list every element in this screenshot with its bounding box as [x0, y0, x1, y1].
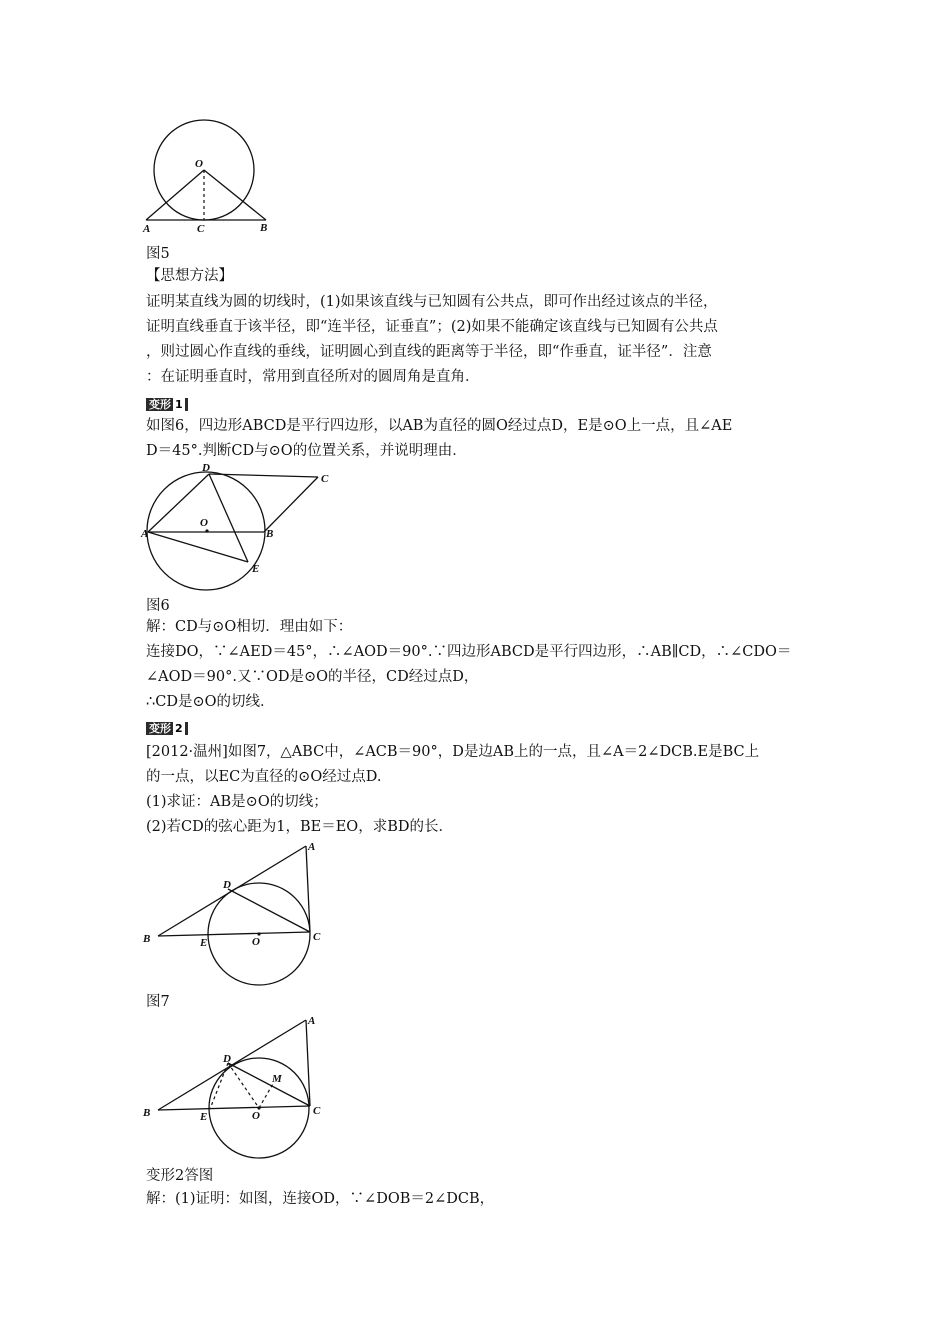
variant1-solution-line: ∠AOD＝90°.又∵OD是⊙O的半径，CD经过点D， [146, 669, 479, 685]
fig6-label-D: D [202, 462, 210, 474]
fig5-label-A: A [143, 223, 151, 235]
figure-6 [140, 460, 340, 590]
answer-label-M: M [272, 1073, 282, 1085]
fig6-label-E: E [252, 563, 260, 575]
variant1-problem-line: 如图6，四边形ABCD是平行四边形，以AB为直径的圆O经过点D，E是⊙O上一点，且∠AE [146, 418, 733, 434]
figure-5 [140, 118, 280, 238]
answer-figure [140, 1012, 340, 1162]
variant1-badge-label: 变形 [149, 398, 171, 411]
variant1-solution-line: ∴CD是⊙O的切线． [146, 694, 275, 710]
method-heading: 【思想方法】 [146, 268, 233, 284]
variant2-badge [146, 722, 188, 735]
fig6-label-B: B [266, 528, 274, 540]
fig7-label-D: D [223, 879, 231, 891]
variant1-problem-line: D＝45°.判断CD与⊙O的位置关系，并说明理由． [146, 443, 467, 459]
variant1-solution-line: 连接DO，∵∠AED＝45°，∴∠AOD＝90°.∵四边形ABCD是平行四边形，∴AB∥CD，∴∠CDO＝ [146, 644, 792, 660]
fig7-label-O: O [252, 936, 260, 948]
fig6-label-C: C [321, 473, 329, 485]
variant1-badge-number: 1 [175, 398, 183, 411]
fig7-label-A: A [308, 841, 316, 853]
fig6-label-O: O [200, 517, 208, 529]
fig7-label-C: C [313, 931, 321, 943]
method-line: 证明直线垂直于该半径，即“连半径，证垂直”；(2)如果不能确定该直线与已知圆有公共点 [146, 319, 718, 335]
fig7-label-E: E [200, 937, 208, 949]
answer-label-E: E [200, 1111, 208, 1123]
fig5-label-C: C [197, 223, 205, 235]
variant2-badge-label: 变形 [149, 722, 171, 735]
answer-label-D: D [223, 1053, 231, 1065]
variant2-problem-line: (1)求证：AB是⊙O的切线； [146, 794, 328, 810]
variant2-solution-line: 解：(1)证明：如图，连接OD，∵∠DOB＝2∠DCB， [146, 1191, 495, 1207]
answer-caption: 变形2答图 [146, 1168, 214, 1184]
answer-label-A: A [308, 1015, 316, 1027]
method-line: 证明某直线为圆的切线时，(1)如果该直线与已知圆有公共点，即可作出经过该点的半径， [146, 294, 718, 310]
variant1-solution-line: 解：CD与⊙O相切．理由如下： [146, 619, 353, 635]
fig5-label-O: O [195, 158, 203, 170]
variant2-problem-line: 的一点，以EC为直径的⊙O经过点D. [146, 769, 382, 785]
answer-label-B: B [143, 1107, 151, 1119]
variant2-badge-number: 2 [175, 722, 183, 735]
fig5-caption: 图5 [146, 246, 170, 262]
answer-label-O: O [252, 1110, 260, 1122]
fig7-label-B: B [143, 933, 151, 945]
method-line: ，则过圆心作直线的垂线，证明圆心到直线的距离等于半径，即“作垂直，证半径”．注意 [146, 344, 712, 360]
fig7-caption: 图7 [146, 994, 170, 1010]
answer-label-C: C [313, 1105, 321, 1117]
variant1-badge [146, 398, 188, 411]
fig6-label-A: A [141, 528, 149, 540]
variant2-problem-line: (2)若CD的弦心距为1，BE＝EO，求BD的长． [146, 819, 453, 835]
fig6-caption: 图6 [146, 598, 170, 614]
figure-7 [140, 838, 340, 988]
method-line: ：在证明垂直时，常用到直径所对的圆周角是直角． [146, 369, 480, 385]
fig5-label-B: B [260, 222, 268, 234]
variant2-problem-line: [2012·温州]如图7，△ABC中，∠ACB＝90°，D是边AB上的一点，且∠A＝2∠DCB.E是BC上 [146, 744, 760, 760]
